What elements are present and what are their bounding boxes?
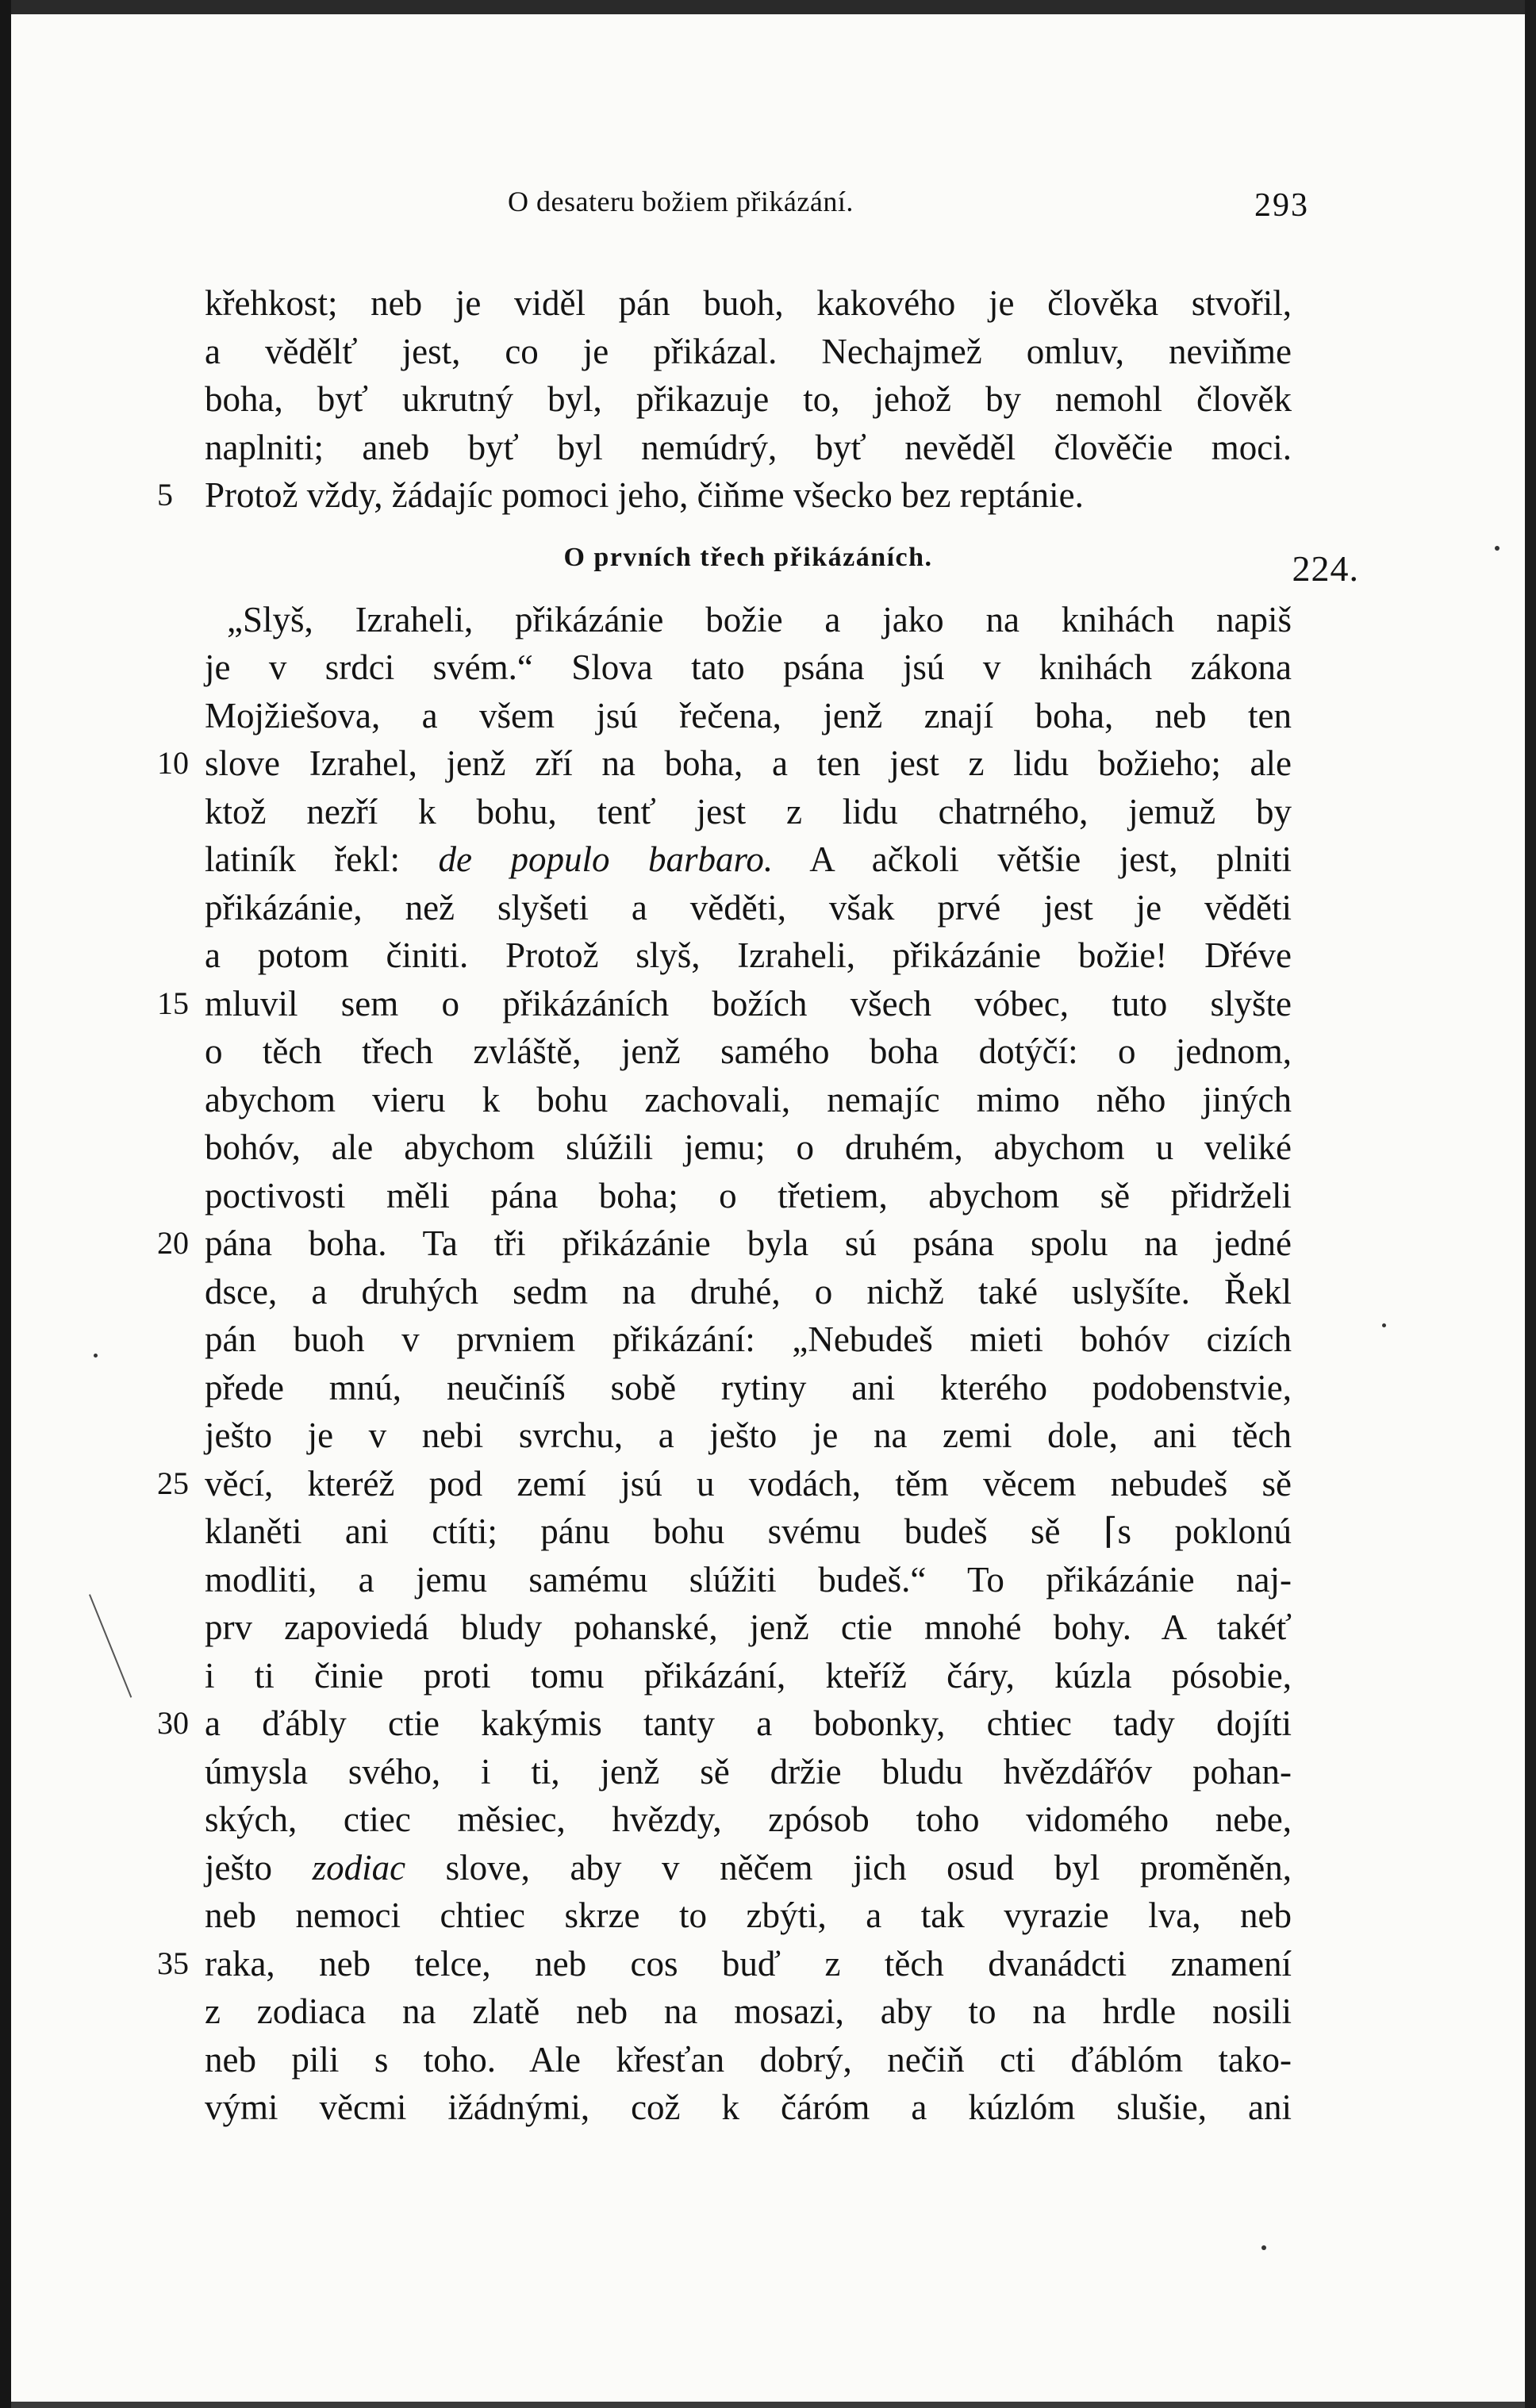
line-number: 35	[157, 1945, 189, 1981]
paragraph-intro	[157, 279, 1292, 520]
line-text: „Slyš, Izraheli, přikázánie božie a jako na knihách napiš	[227, 599, 1292, 639]
line-text: mluvil sem o přikázáních božích všech vóbec, tuto slyšte	[205, 983, 1292, 1023]
line-text: přikázánie, než slyšeti a věděti, však prvé jest je věděti	[205, 887, 1292, 927]
italic-phrase: zodiac	[312, 1847, 406, 1888]
page-header	[206, 185, 1309, 232]
text-line	[205, 931, 1292, 980]
text-line	[205, 328, 1292, 376]
text-line	[157, 471, 1292, 520]
paragraph-main	[157, 596, 1292, 2132]
scan-edge-bottom	[11, 2402, 1525, 2408]
scan-speck	[94, 1354, 98, 1358]
line-text: neb nemoci chtiec skrze to zbýti, a tak vyrazie lva, neb	[205, 1895, 1292, 1935]
page-number: 293	[1254, 187, 1309, 224]
section-title: O prvních třech přikázáních.	[563, 542, 933, 572]
text-line	[205, 1987, 1292, 2036]
line-number: 15	[157, 985, 189, 1021]
line-text: boha, byť ukrutný byl, přikazuje to, jehož by nemohl člověk	[205, 379, 1292, 419]
line-text: i ti činie proti tomu přikázání, kteříž čáry, kúzla pósobie,	[205, 1655, 1292, 1696]
text-line	[205, 2083, 1292, 2132]
text-line	[205, 2036, 1292, 2084]
line-text: ských, ctiec měsiec, hvězdy, zpósob toho vidomého nebe,	[205, 1799, 1292, 1839]
line-text: dsce, a druhých sedm na druhé, o nichž také uslyšíte. Řekl	[205, 1271, 1292, 1312]
text-line	[205, 1315, 1292, 1364]
text-line	[157, 1699, 1292, 1748]
text-line	[205, 1844, 1292, 1892]
line-text: Protož vždy, žádajíc pomoci jeho, čiňme všecko bez reptánie.	[205, 475, 1084, 515]
text-line	[205, 1603, 1292, 1652]
scan-edge-left	[0, 0, 11, 2408]
section-heading	[205, 520, 1359, 596]
line-text: a vědělť jest, co je přikázal. Nechajmež omluv, neviňme	[205, 331, 1292, 371]
text-line	[205, 1795, 1292, 1844]
line-text: A ačkoli většie jest, plniti	[773, 839, 1292, 879]
text-line	[205, 1027, 1292, 1076]
line-text: modliti, a jemu samému slúžiti budeš.“ To přikázánie naj-	[205, 1559, 1292, 1600]
line-text: přede mnú, neučiníš sobě rytiny ani kterého podobenstvie,	[205, 1367, 1292, 1408]
line-text: bohóv, ale abychom slúžili jemu; o druhém, abychom u veliké	[205, 1127, 1292, 1167]
body-text	[157, 279, 1359, 2132]
line-number: 5	[157, 477, 173, 513]
scan-edge-right	[1525, 0, 1536, 2408]
text-line	[205, 1748, 1292, 1796]
line-number: 30	[157, 1705, 189, 1741]
line-text: z zodiaca na zlatě neb na mosazi, aby to na hrdle nosili	[205, 1991, 1292, 2031]
text-line	[205, 1364, 1292, 1412]
text-line	[205, 835, 1292, 884]
text-line	[205, 1891, 1292, 1940]
line-text: raka, neb telce, neb cos buď z těch dvanádcti znamení	[205, 1943, 1292, 1984]
line-text: ješto	[205, 1847, 313, 1888]
text-line	[157, 1460, 1292, 1508]
text-line	[205, 375, 1292, 424]
line-text: ktož nezří k bohu, tenť jest z lidu chatrného, jemuž by	[205, 791, 1292, 831]
line-text: neb pili s toho. Ale křesťan dobrý, nečiň cti ďáblóm tako-	[205, 2039, 1292, 2080]
text-line	[205, 1076, 1292, 1124]
line-text: je v srdci svém.“ Slova tato psána jsú v knihách zákona	[205, 647, 1292, 687]
line-text: latiník řekl:	[205, 839, 439, 879]
text-line	[157, 1940, 1292, 1988]
line-text: slove Izrahel, jenž zří na boha, a ten jest z lidu božieho; ale	[205, 743, 1292, 783]
text-line	[205, 692, 1292, 740]
line-text: abychom vieru k bohu zachovali, nemajíc mimo něho jiných	[205, 1079, 1292, 1120]
text-line	[205, 788, 1292, 836]
scan-speck	[1495, 546, 1500, 551]
scan-mark	[89, 1594, 132, 1698]
line-text: slove, aby v něčem jich osud byl proměněn,	[405, 1847, 1292, 1888]
line-text: a ďábly ctie kakýmis tanty a bobonky, chtiec tady dojíti	[205, 1703, 1292, 1743]
text-line	[205, 1652, 1292, 1700]
line-text: vými věcmi ižádnými, což k čáróm a kúzlóm slušie, ani	[205, 2087, 1292, 2127]
text-line	[205, 1556, 1292, 1604]
scan-edge-top	[11, 0, 1525, 14]
italic-phrase: de populo barbaro.	[438, 839, 774, 879]
line-text: klaněti ani ctíti; pánu bohu svému budeš sě ⌈s poklonú	[205, 1511, 1292, 1551]
text-line	[205, 424, 1292, 472]
text-line	[205, 279, 1292, 328]
text-line	[205, 884, 1292, 932]
line-text: věcí, kteréž pod zemí jsú u vodách, těm věcem nebudeš sě	[205, 1463, 1292, 1504]
line-number: 10	[157, 745, 189, 781]
line-text: prv zapoviedá bludy pohanské, jenž ctie mnohé bohy. A takéť	[205, 1607, 1292, 1647]
line-text: Mojžiešova, a všem jsú řečena, jenž znají boha, neb ten	[205, 695, 1292, 735]
line-text: a potom činiti. Protož slyš, Izraheli, přikázánie božie! Dřéve	[205, 935, 1292, 975]
text-line	[157, 739, 1292, 788]
scan-speck	[1382, 1323, 1386, 1327]
margin-note: 224.	[1292, 547, 1359, 589]
line-text: poctivosti měli pána boha; o třetiem, abychom sě přidrželi	[205, 1175, 1292, 1216]
line-text: o těch třech zvláště, jenž samého boha dotýčí: o jednom,	[205, 1031, 1292, 1071]
line-text: ješto je v nebi svrchu, a ješto je na zemi dole, ani těch	[205, 1415, 1292, 1455]
line-number: 25	[157, 1465, 189, 1501]
text-line	[157, 980, 1292, 1028]
scan-speck	[1261, 2245, 1266, 2250]
line-number: 20	[157, 1225, 189, 1261]
text-line	[205, 1172, 1292, 1220]
text-line	[205, 1123, 1292, 1172]
text-line	[205, 1411, 1292, 1460]
text-line	[157, 1219, 1292, 1268]
line-text: naplniti; aneb byť byl nemúdrý, byť nevěděl člověčie moci.	[205, 427, 1292, 467]
running-title: O desateru božiem přikázání.	[508, 186, 854, 217]
text-line	[205, 643, 1292, 692]
text-line	[205, 1507, 1292, 1556]
line-text: pán buoh v prvniem přikázání: „Nebudeš mieti bohóv cizích	[205, 1319, 1292, 1359]
line-text: úmysla svého, i ti, jenž sě držie bludu hvězdářóv pohan-	[205, 1751, 1292, 1792]
line-text: křehkost; neb je viděl pán buoh, kakového je člověka stvořil,	[205, 283, 1292, 323]
text-line	[205, 596, 1292, 644]
line-text: pána boha. Ta tři přikázánie byla sú psána spolu na jedné	[205, 1223, 1292, 1263]
text-line	[205, 1268, 1292, 1316]
